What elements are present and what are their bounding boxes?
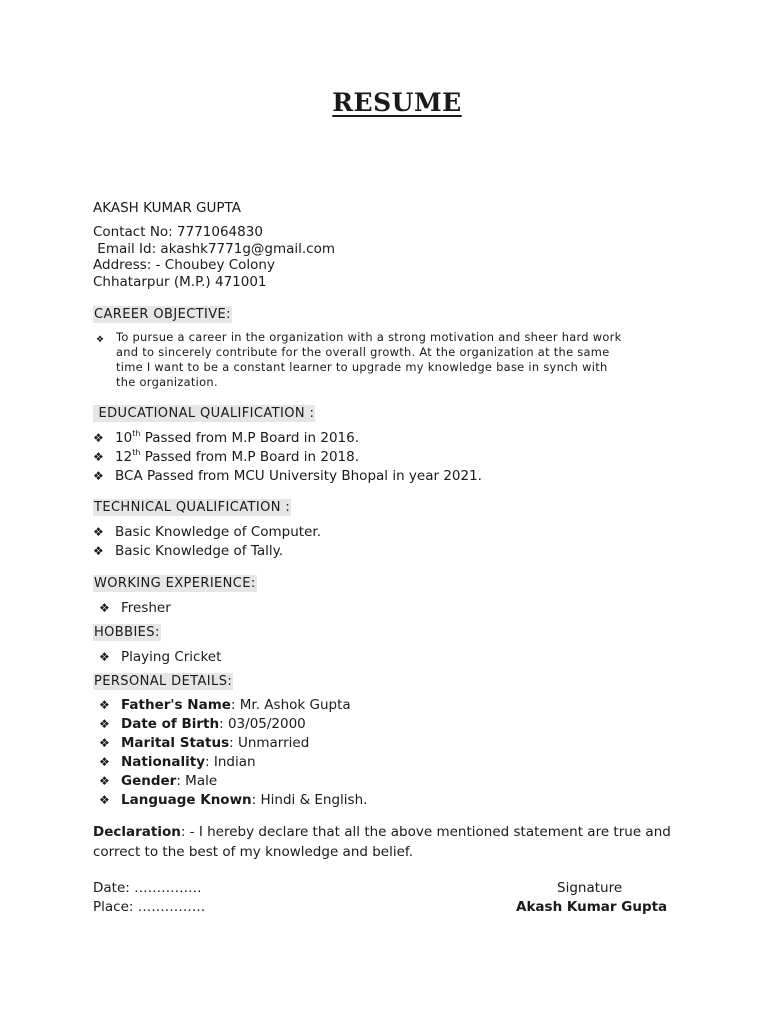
list-item: ❖ Basic Knowledge of Tally. <box>93 543 283 559</box>
diamond-bullet-icon: ❖ <box>99 698 110 712</box>
career-line: To pursue a career in the organization with a strong motivation and sheer hard work <box>116 330 622 344</box>
education-list <box>93 429 482 486</box>
list-item: ❖ Fresher <box>99 600 171 616</box>
diamond-bullet-icon: ❖ <box>93 431 104 445</box>
page-title: RESUME <box>332 88 462 117</box>
diamond-bullet-icon: ❖ <box>93 469 104 483</box>
experience-list <box>99 599 171 618</box>
list-item: ❖ Date of Birth: 03/05/2000 <box>99 716 306 732</box>
hobbies-heading: HOBBIES: <box>94 625 160 640</box>
declaration-text: : - I hereby declare that all the above mentioned statement are true and correct to the best of my knowledge and belief. <box>93 824 671 860</box>
contact-phone: Contact No: 7771064830 <box>93 224 263 240</box>
list-item: ❖ Basic Knowledge of Computer. <box>93 524 322 540</box>
contact-block <box>93 224 335 290</box>
date-field: Date: …………… <box>93 880 202 896</box>
list-item: ❖ Language Known: Hindi & English. <box>99 792 368 808</box>
declaration-label: Declaration <box>93 824 181 840</box>
diamond-bullet-icon: ❖ <box>99 601 110 615</box>
place-field: Place: …………… <box>93 899 206 915</box>
diamond-bullet-icon: ❖ <box>99 755 110 769</box>
diamond-bullet-icon: ❖ <box>96 335 105 345</box>
list-item: ❖ BCA Passed from MCU University Bhopal in year 2021. <box>93 468 482 484</box>
signature-name: Akash Kumar Gupta <box>516 899 668 915</box>
hobbies-list <box>99 648 222 667</box>
declaration-paragraph <box>93 822 693 862</box>
diamond-bullet-icon: ❖ <box>99 793 110 807</box>
diamond-bullet-icon: ❖ <box>99 650 110 664</box>
personal-list <box>99 696 368 810</box>
list-item: ❖ Marital Status: Unmarried <box>99 735 310 751</box>
list-item: ❖ 10th Passed from M.P Board in 2016. <box>93 429 360 446</box>
diamond-bullet-icon: ❖ <box>99 717 110 731</box>
diamond-bullet-icon: ❖ <box>93 544 104 558</box>
diamond-bullet-icon: ❖ <box>93 450 104 464</box>
diamond-bullet-icon: ❖ <box>99 736 110 750</box>
contact-email: Email Id: akashk7771g@gmail.com <box>93 240 336 257</box>
education-heading: EDUCATIONAL QUALIFICATION : <box>94 406 315 421</box>
career-line: the organization. <box>116 375 218 389</box>
technical-heading: TECHNICAL QUALIFICATION : <box>94 500 291 515</box>
career-line: time I want to be a constant learner to upgrade my knowledge base in synch with <box>116 360 608 374</box>
list-item: ❖ Nationality: Indian <box>99 754 256 770</box>
career-line: and to sincerely contribute for the overall growth. At the organization at the same <box>116 345 610 359</box>
career-objective-text <box>116 330 622 390</box>
applicant-name: AKASH KUMAR GUPTA <box>93 200 241 216</box>
contact-city: Chhatarpur (M.P.) 471001 <box>93 273 267 290</box>
contact-address: Address: - Choubey Colony <box>93 257 275 273</box>
list-item: ❖ Playing Cricket <box>99 649 222 665</box>
technical-list <box>93 523 322 561</box>
list-item: ❖ Gender: Male <box>99 773 218 789</box>
diamond-bullet-icon: ❖ <box>99 774 110 788</box>
diamond-bullet-icon: ❖ <box>93 525 104 539</box>
list-item: ❖ 12th Passed from M.P Board in 2018. <box>93 448 360 465</box>
personal-heading: PERSONAL DETAILS: <box>94 674 233 689</box>
signature-label: Signature <box>557 880 623 896</box>
list-item: ❖ Father's Name: Mr. Ashok Gupta <box>99 697 351 713</box>
career-objective-heading: CAREER OBJECTIVE: <box>94 307 231 322</box>
experience-heading: WORKING EXPERIENCE: <box>94 576 256 591</box>
